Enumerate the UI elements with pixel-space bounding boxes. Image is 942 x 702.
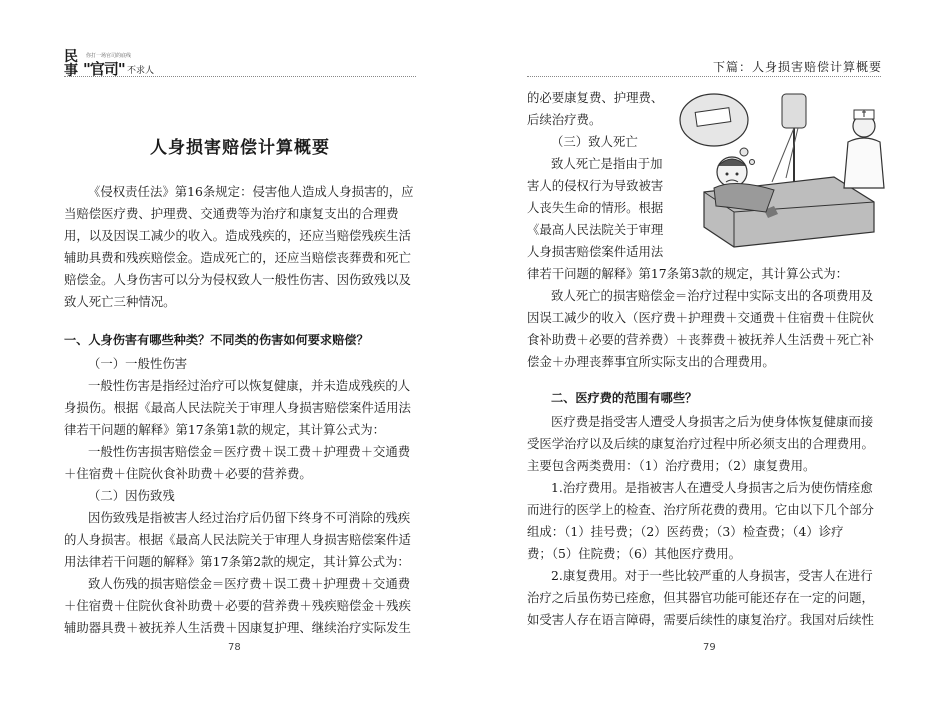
logo-buqiu-text: 不求人 [127,66,155,76]
logo-guansi-text: "官司" [83,60,125,78]
formula-line: 因误工减少的收入（医疗费＋护理费＋交通费＋住宿费＋住院伙 [527,310,874,325]
formula-line: 致人伤残的损害赔偿金＝医疗费＋误工费＋护理费＋交通费 [88,576,411,591]
hospital-bed-cartoon-icon [674,82,887,252]
body-line: 而进行的医学上的检查、治疗所花费的费用。它由以下几个部分 [527,502,874,517]
body-line: 2.康复费用。对于一些比较严重的人身损害，受害人在进行 [551,568,873,583]
body-line: 治疗之后虽伤势已痊愈，但其器官功能可能还存在一定的问题， [527,590,874,605]
body-line: 受医学治疗以及后续的康复治疗过程中所必须支出的合理费用。 [527,436,874,451]
formula-line: 辅助器具费＋被抚养人生活费＋因康复护理、继续治疗实际发生 [64,620,411,635]
body-line: 用，以及因误工减少的收入。造成残疾的，还应当赔偿残疾生活 [64,228,411,243]
page-number: 79 [703,642,716,653]
body-line: 因伤致残是指被害人经过治疗后仍留下终身不可消除的残疾 [88,510,411,525]
body-line: 的人身损害。根据《最高人民法院关于审理人身损害赔偿案件适 [64,532,411,547]
running-head: 下篇：人身损害赔偿计算概要 [712,60,882,74]
formula-line: 食补助费＋必要的营养费）＋丧葬费＋被抚养人生活费＋死亡补 [527,332,874,347]
body-line: 主要包含两类费用：（1）治疗费用；（2）康复费用。 [527,458,816,473]
body-line: 当赔偿医疗费、护理费、交通费等为治疗和康复支出的合理费 [64,206,399,221]
chapter-title: 人身损害赔偿计算概要 [150,138,330,158]
body-line: 用法律若干问题的解释》第17条第2款的规定，其计算公式为： [64,554,410,569]
body-line: 医疗费是指受害人遭受人身损害之后为使身体恢复健康而接 [551,414,874,429]
formula-line: 一般性伤害损害赔偿金＝医疗费＋误工费＋护理费＋交通费 [88,444,411,459]
header-divider [64,76,416,77]
right-page [471,0,942,702]
body-line: 《侵权责任法》第16条规定：侵害他人造成人身损害的，应 [88,184,414,199]
body-line: 组成：（1）挂号费；（2）医药费；（3）检查费；（4）诊疗 [527,524,844,539]
body-line: 如受害人存在语言障碍，需要后续性的康复治疗。我国对后续性 [527,612,874,627]
subsection-heading: （一）一般性伤害 [88,356,188,371]
body-line: 赔偿金。人身伤害可以分为侵权致人一般性伤害、因伤致残以及 [64,272,411,287]
formula-line: 致人死亡的损害赔偿金＝治疗过程中实际支出的各项费用及 [551,288,874,303]
body-line: 致人死亡三种情况。 [64,294,176,309]
logo-min-text: 民事 [64,49,78,79]
body-line: 一般性伤害是指经过治疗可以恢复健康，并未造成残疾的人 [88,378,411,393]
body-line: 费；（5）住院费；（6）其他医疗费用。 [527,546,742,561]
body-line: 人身损害赔偿案件适用法 [527,244,664,259]
body-line: 身损伤。根据《最高人民法院关于审理人身损害赔偿案件适用法 [64,400,411,415]
subsection-heading: （三）致人死亡 [551,134,638,149]
page-number: 78 [228,642,241,653]
subsection-heading: （二）因伤致残 [88,488,175,503]
body-line: 人丧失生命的情形。根据 [527,200,664,215]
body-line: 辅助具费和残疾赔偿金。造成死亡的，还应当赔偿丧葬费和死亡 [64,250,411,265]
header-divider [527,76,881,77]
section-heading: 二、医疗费的范围有哪些？ [551,391,698,405]
body-line: 律若干问题的解释》第17条第3款的规定，其计算公式为： [527,266,849,281]
body-line: 害人的侵权行为导致被害 [527,178,664,193]
formula-line: 偿金＋办理丧葬事宜所实际支出的合理费用。 [527,354,775,369]
body-line: 致人死亡是指由于加 [551,156,663,171]
formula-line: ＋住宿费＋住院伙食补助费＋必要的营养费。 [64,466,312,481]
body-line: 的必要康复费、护理费、 [527,90,664,105]
body-line: 律若干问题的解释》第17条第1款的规定，其计算公式为： [64,422,386,437]
logo-tagline: 你打一场官司的底线 [86,53,132,59]
body-line: 《最高人民法院关于审理 [527,222,664,237]
section-heading: 一、人身伤害有哪些种类？不同类的伤害如何要求赔偿？ [64,333,369,347]
formula-line: ＋住宿费＋住院伙食补助费＋必要的营养费＋残疾赔偿金＋残疾 [64,598,411,613]
body-line: 1.治疗费用。是指被害人在遭受人身损害之后为使伤情痊愈 [551,480,873,495]
body-line: 后续治疗费。 [527,112,602,127]
